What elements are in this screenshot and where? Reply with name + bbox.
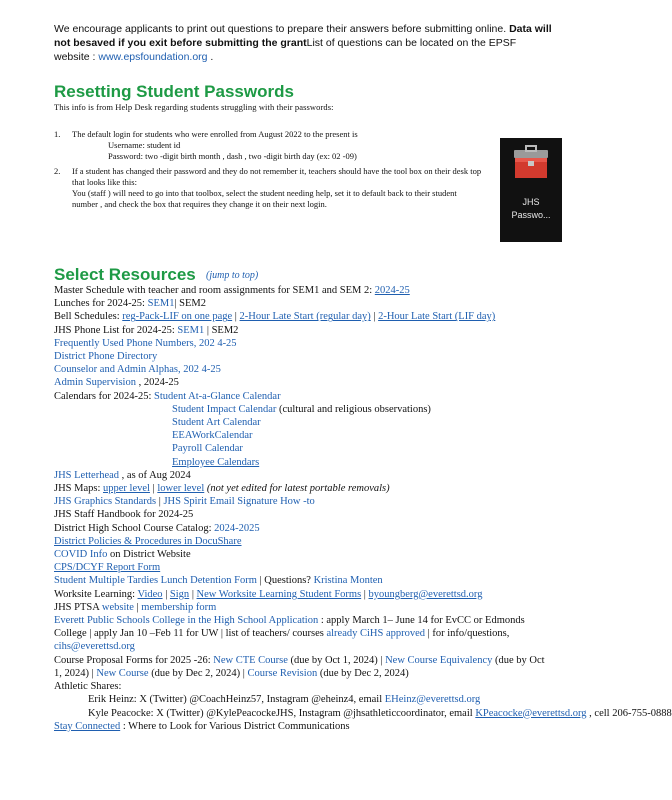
covid-info-link[interactable]: COVID Info — [54, 549, 108, 561]
admin-supervision-link[interactable]: Admin Supervision — [54, 377, 136, 389]
district-policies-link[interactable]: District Policies & Procedures in DocuShare — [54, 535, 242, 547]
phone-numbers-link[interactable]: Frequently Used Phone Numbers, 202 4-25 — [54, 337, 237, 349]
list-item: JHS PTSA website | membership form — [54, 601, 217, 613]
bell-late-start-lif-link[interactable]: 2-Hour Late Start (LIF day) — [378, 311, 496, 323]
calendar-payroll-link[interactable]: Payroll Calendar — [172, 443, 243, 455]
stay-connected-link[interactable]: Stay Connected — [54, 720, 121, 732]
course-catalog-link[interactable]: 2024-2025 — [214, 522, 260, 534]
intro-bold-warning: Data will not besaved if you exit before submitting the grant — [54, 23, 552, 49]
list-item: JHS Staff Handbook for 2024-25 — [54, 509, 194, 521]
ptsa-website-link[interactable]: website — [101, 601, 134, 613]
reset-info: This info is from Help Desk regarding students struggling with their passwords: — [54, 102, 334, 112]
list-item — [54, 337, 554, 350]
calendar-at-a-glance-link[interactable]: Student At-a-Glance Calendar — [154, 390, 281, 402]
epsf-website-link[interactable]: www.epsfoundation.org — [98, 51, 208, 63]
lunches-sem1-link[interactable]: SEM1 — [147, 298, 175, 310]
phone-list-sem1-link[interactable]: SEM1 — [177, 324, 205, 336]
toolbox-icon — [512, 146, 550, 182]
email-signature-link[interactable]: JHS Spirit Email Signature How -to — [163, 496, 315, 508]
calendar-impact-link[interactable]: Student Impact Calendar — [172, 403, 277, 415]
list-item — [54, 350, 554, 363]
list-item: Master Schedule with teacher and room assignments for SEM1 and SEM 2: 2024-25 — [54, 285, 410, 296]
worksite-video-link[interactable]: Video — [137, 588, 163, 600]
cihs-application-link[interactable]: Everett Public Schools College in the High School Application — [54, 615, 319, 627]
list-item: Athletic Shares: — [54, 681, 122, 693]
list-item: District High School Course Catalog: 2024-2025 — [54, 522, 260, 534]
list-item: Erik Heinz: X (Twitter) @CoachHeinz57, Instagram @eheinz4, email EHeinz@everettsd.org — [88, 694, 481, 706]
list-item: COVID Info on District Website — [54, 549, 191, 561]
jump-to-top-link[interactable]: (jump to top) — [206, 270, 259, 281]
new-course-equivalency-link[interactable]: New Course Equivalency — [385, 654, 493, 666]
ptsa-membership-link[interactable]: membership form — [141, 601, 217, 613]
map-upper-link[interactable]: upper level — [103, 483, 150, 495]
list-item: Student Multiple Tardies Lunch Detention Form | Questions? Kristina Monten — [54, 575, 383, 587]
master-schedule-link[interactable]: 2024-25 — [374, 285, 410, 296]
list-item: 2. If a student has changed their password and they do not remember it, teachers should have the tool box on their desk top that looks like this: You (staff ) will need to go into that toolbox, select the student needing help, set it to default back to their student number , and check the box that requires they change it on their next login. — [54, 165, 482, 210]
course-revision-link[interactable]: Course Revision — [247, 667, 318, 679]
list-item: Course Proposal Forms for 2025 -26: New CTE Course (due by Oct 1, 2024) | New Course Equivalency (due by Oct 1, 2024) | New Course (due by Dec 2, 2024) | Course Revision (due by Dec 2, 2024) — [54, 654, 545, 679]
list-item: Kyle Peacocke: X (Twitter) @KylePeacockeJHS, Instagram @jhsathleticcoordinator, email KPeacocke@everettsd.org , cell 206-755-0888 — [88, 707, 672, 719]
list-item — [54, 429, 554, 442]
letterhead-link[interactable]: JHS Letterhead — [54, 469, 120, 481]
list-item: Bell Schedules: reg-Pack-LIF on one page | 2-Hour Late Start (regular day) | 2-Hour Late Start (LIF day) — [54, 311, 496, 323]
select-resources-heading: Select Resources — [54, 265, 196, 284]
kpeacocke-email-link[interactable]: KPeacocke@everettsd.org — [475, 707, 587, 719]
username-line: Username: student id — [108, 140, 181, 151]
list-item — [54, 416, 554, 429]
intro-paragraph: We encourage applicants to print out questions to prepare their answers before submitting online. Data will not besaved if you exit before submitting the grantList of questions can be located on the EPSF website : www.epsfoundation.org . — [54, 23, 552, 63]
list-item — [54, 456, 554, 469]
worksite-forms-link[interactable]: New Worksite Learning Student Forms — [196, 588, 362, 600]
list-item — [54, 561, 554, 574]
calendar-employee-link[interactable]: Employee Calendars — [172, 456, 260, 468]
list-item: JHS Maps: upper level | lower level (not yet edited for latest portable removals) — [54, 483, 390, 495]
list-item: Calendars for 2024-25: Student At-a-Glance Calendar — [54, 390, 281, 402]
list-item: Everett Public Schools College in the High School Application : apply March 1– June 14 for EvCC or Edmonds College | apply Jan 10 –Feb 11 for UW | list of teachers/ courses already CiHS approved | for info/questions, cihs@everettsd.org — [54, 615, 525, 653]
list-item: Lunches for 2024-25: SEM1| SEM2 — [54, 298, 207, 310]
list-item: Student Impact Calendar (cultural and religious observations) — [172, 403, 431, 415]
district-directory-link[interactable]: District Phone Directory — [54, 351, 158, 363]
password-line: Password: two -digit birth month , dash , two -digit birth day (ex: 02 -09) — [108, 151, 357, 162]
toolbox-thumbnail: JHS Passwo... — [500, 138, 562, 242]
list-item: 1. The default login for students who were enrolled from August 2022 to the present is Username: student id Password: two -digit birth month , dash , two -digit birth day (ex: 02 -09) — [54, 129, 484, 163]
new-cte-course-link[interactable]: New CTE Course — [213, 654, 288, 666]
kristina-monten-link[interactable]: Kristina Monten — [313, 575, 383, 587]
bell-late-start-link[interactable]: 2-Hour Late Start (regular day) — [239, 311, 371, 323]
list-item — [54, 363, 554, 376]
eheinz-email-link[interactable]: EHeinz@everettsd.org — [384, 694, 481, 706]
list-item: Stay Connected : Where to Look for Various District Communications — [54, 720, 350, 732]
reset-heading: Resetting Student Passwords — [54, 82, 294, 101]
cps-report-link[interactable]: CPS/DCYF Report Form — [54, 562, 161, 574]
tardies-form-link[interactable]: Student Multiple Tardies Lunch Detention Form — [54, 575, 257, 587]
cihs-approved-link[interactable]: already CiHS approved — [326, 628, 426, 640]
bell-reg-link[interactable]: reg-Pack-LIF on one page — [122, 311, 233, 323]
document-body — [54, 22, 672, 732]
reset-list — [54, 129, 484, 213]
counselor-alphas-link[interactable]: Counselor and Admin Alphas, 202 4-25 — [54, 364, 221, 376]
map-lower-link[interactable]: lower level — [157, 483, 205, 495]
list-item: JHS Phone List for 2024-25: SEM1 | SEM2 — [54, 324, 239, 336]
list-item — [54, 535, 554, 548]
list-item — [54, 442, 554, 455]
list-item: Worksite Learning: Video | Sign | New Worksite Learning Student Forms | byoungberg@everettsd.org — [54, 588, 483, 600]
intro-text-2: List of questions can be located on the EPSF website : — [54, 37, 517, 63]
list-item: JHS Letterhead , as of Aug 2024 — [54, 469, 191, 481]
new-course-link[interactable]: New Course — [96, 667, 149, 679]
intro-text: We encourage applicants to print out questions to prepare their answers before submitting online. — [54, 23, 510, 35]
calendar-art-link[interactable]: Student Art Calendar — [172, 417, 261, 429]
list-item: JHS Graphics Standards | JHS Spirit Email Signature How -to — [54, 496, 315, 508]
cihs-email-link[interactable]: cihs@everettsd.org — [54, 641, 135, 653]
calendar-eea-link[interactable]: EEAWorkCalendar — [172, 430, 253, 442]
worksite-sign-link[interactable]: Sign — [169, 588, 190, 600]
graphics-standards-link[interactable]: JHS Graphics Standards — [54, 496, 157, 508]
list-item: Admin Supervision , 2024-25 — [54, 377, 179, 389]
resources-list — [54, 284, 672, 733]
worksite-email-link[interactable]: byoungberg@everettsd.org — [368, 588, 483, 600]
